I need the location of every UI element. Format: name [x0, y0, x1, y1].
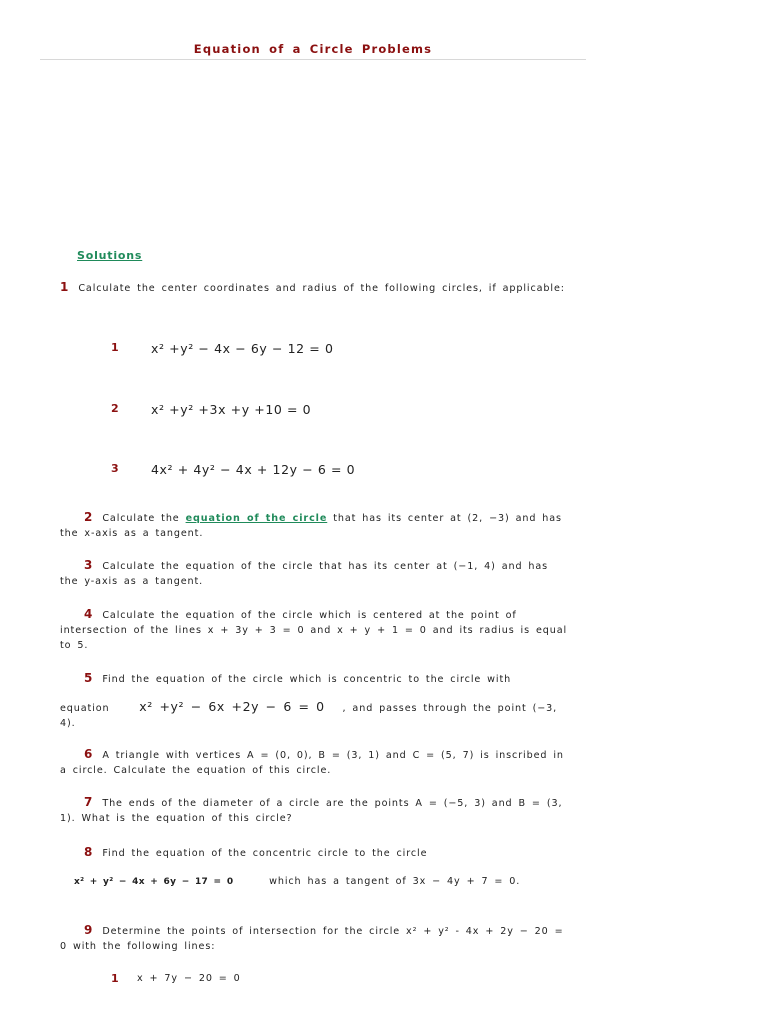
- problem-3: [60, 558, 568, 589]
- circle-equation: x² + y² − 4x + 6y − 17 = 0: [74, 877, 234, 887]
- problem-text: , and passes through the point (−3, 4).: [60, 703, 558, 729]
- problem-number: 6: [84, 747, 93, 761]
- problem-text: Calculate the: [102, 513, 180, 524]
- problem-number: 1: [60, 280, 69, 294]
- circle-equation: x² +y² +3x +y +10 = 0: [151, 402, 312, 417]
- problem-8-equation-line: [74, 874, 574, 890]
- problem-6: [60, 747, 568, 778]
- problem-text: Calculate the equation of the circle which is centered at the point of intersection of the lines x + 3y + 3 = 0 and x + y + 1 = 0 and its radius is equal to 5.: [60, 610, 568, 651]
- problem-7: [60, 795, 568, 826]
- problem-number: 5: [84, 671, 93, 685]
- circle-equation: x² +y² − 6x +2y − 6 = 0: [139, 699, 325, 714]
- problem-9: [60, 923, 568, 954]
- problem-number: 7: [84, 795, 93, 809]
- problem-text: which has a tangent of 3x − 4y + 7 = 0.: [269, 876, 521, 887]
- problem-text: Determine the points of intersection for the circle x² + y² - 4x + 2y − 20 = 0 with the following lines:: [60, 926, 564, 952]
- problem-text: Calculate the equation of the circle that has its center at (−1, 4) and has the y-axis as a tangent.: [60, 561, 549, 587]
- problem-text: Find the equation of the circle which is concentric to the circle with: [102, 674, 512, 685]
- page-title: Equation of a Circle Problems: [193, 42, 433, 56]
- subproblem-number: 1: [111, 341, 119, 354]
- line-equation: x + 7y − 20 = 0: [137, 973, 241, 984]
- problem-number: 4: [84, 607, 93, 621]
- problem-4: [60, 607, 568, 653]
- problem-text: equation: [60, 703, 110, 714]
- problem-number: 8: [84, 845, 93, 859]
- subproblem-number: 2: [111, 402, 119, 415]
- problem-text: that has its center at (2, −3) and has the x-axis as a tangent.: [60, 513, 562, 539]
- problem-text: The ends of the diameter of a circle are the points A = (−5, 3) and B = (3, 1). What is the equation of this circle?: [60, 798, 563, 824]
- circle-equation: x² +y² − 4x − 6y − 12 = 0: [151, 341, 334, 356]
- equation-of-circle-link[interactable]: equation of the circle: [185, 513, 328, 524]
- problem-number: 2: [84, 510, 93, 524]
- problem-5: [60, 671, 568, 687]
- problem-text: Calculate the center coordinates and radius of the following circles, if applicable:: [78, 283, 565, 294]
- problem-2: [60, 510, 568, 541]
- solutions-link[interactable]: Solutions: [77, 249, 143, 262]
- problem-text: A triangle with vertices A = (0, 0), B = (3, 1) and C = (5, 7) is inscribed in a circle. Calculate the equation of this circle.: [60, 750, 564, 776]
- circle-equation: 4x² + 4y² − 4x + 12y − 6 = 0: [151, 462, 356, 477]
- problem-1: [60, 280, 568, 296]
- subproblem-number: 1: [111, 972, 119, 985]
- problem-5-equation-line: [60, 699, 568, 731]
- subproblem-number: 3: [111, 462, 119, 475]
- problem-number: 3: [84, 558, 93, 572]
- problem-number: 9: [84, 923, 93, 937]
- problem-text: Find the equation of the concentric circle to the circle: [102, 848, 428, 859]
- title-divider: [40, 59, 586, 60]
- problem-8: [60, 845, 568, 861]
